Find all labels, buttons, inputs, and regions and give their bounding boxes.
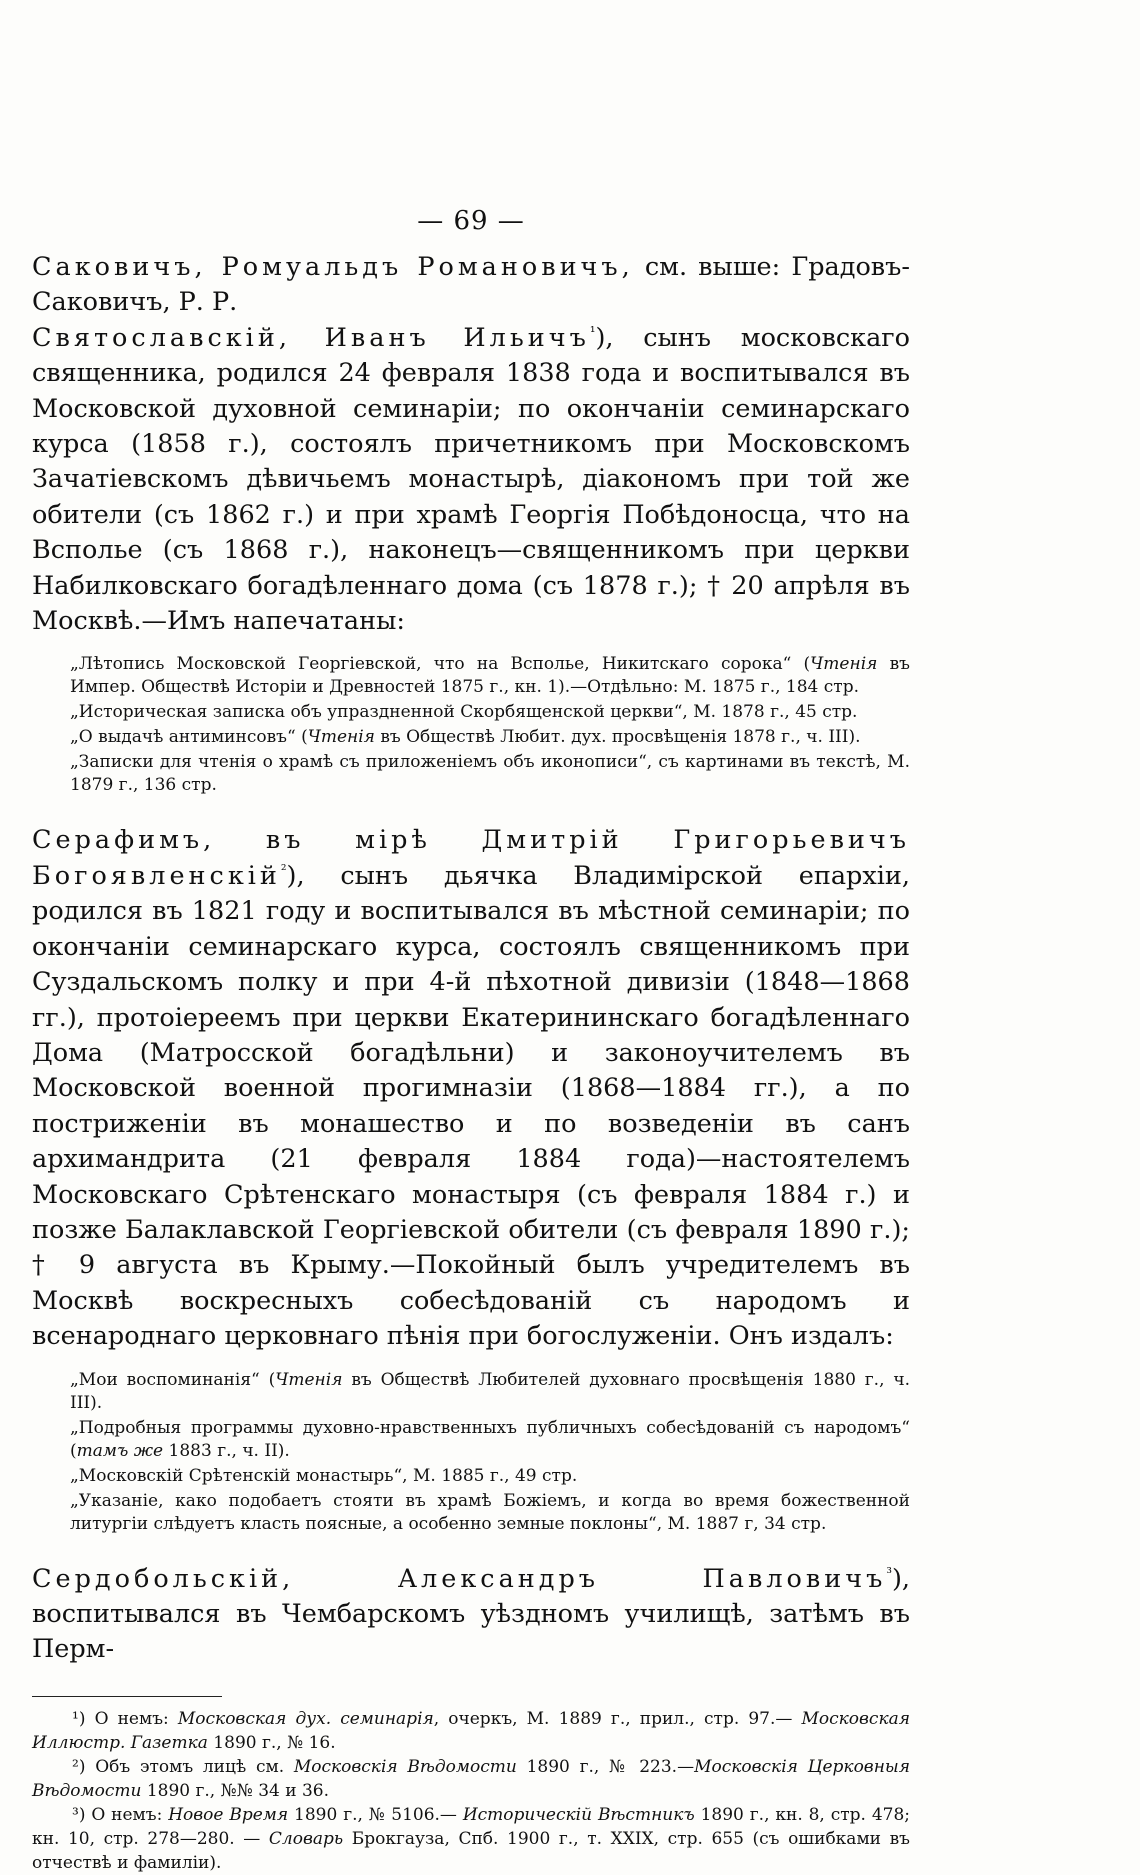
bibliography-list	[70, 1369, 910, 1536]
entry-serafim	[32, 823, 910, 1354]
footnote-1: ¹) О немъ: Московская дух. семинарія, очеркъ, М. 1889 г., прил., стр. 97.— Московская Иллюстр. Газетка 1890 г., № 16.	[32, 1708, 910, 1753]
footnote-ref: ³	[886, 1565, 892, 1582]
entry-text: ), сынъ дьячка Владимірской епархіи, родился въ 1821 году и воспитывался въ мѣстной семинаріи; по окончаніи семинарскаго курса, состоялъ священникомъ при Суздальскомъ полку и при 4-й пѣхотной дивизіи (1848—1868 гг.), протоіереемъ при церкви Екатерининскаго богадѣленнаго Дома (Матросской богадѣльни) и законоучителемъ въ Московской военной прогимназіи (1868—1884 гг.), а по постриженіи въ монашество и по возведеніи въ санъ архимандрита (21 февраля 1884 года)—настоятелемъ Московскаго Срѣтенскаго монастыря (съ февраля 1884 г.) и позже Балаклавской Георгіевской обители (съ февраля 1890 г.); † 9 августа въ Крыму.—Покойный былъ учредителемъ въ Москвѣ воскресныхъ собесѣдованій съ народомъ и всенароднаго церковнаго пѣнія при богослуженіи. Онъ издалъ:	[32, 860, 910, 1352]
footnote-ref: ¹	[589, 324, 596, 341]
bibliography-item: „Мои воспоминанія“ (Чтенія въ Обществѣ Любителей духовнаго просвѣщенія 1880 г., ч. III).	[70, 1369, 910, 1413]
footnotes	[32, 1707, 910, 1875]
footnote-2: ²) Объ этомъ лицѣ см. Московскія Вѣдомости 1890 г., № 223.—Московскія Церковныя Вѣдомости 1890 г., №№ 34 и 36.	[32, 1756, 910, 1801]
bibliography-item: „Лѣтопись Московской Георгіевской, что на Всполье, Никитскаго сорока“ (Чтенія въ Импер. Обществѣ Исторіи и Древностей 1875 г., кн. 1).—Отдѣльно: М. 1875 г., 184 стр.	[70, 654, 910, 698]
entry-headword: Саковичъ, Ромуальдъ Романовичъ,	[32, 252, 634, 282]
entry-headword: Серафимъ, въ мірѣ Дмитрій Григорьевичъ Богоявленскій	[32, 825, 910, 891]
page-number: — 69 —	[417, 206, 525, 236]
footnote-divider	[32, 1696, 222, 1697]
bibliography-item: „О выдачѣ антиминсовъ“ (Чтенія въ Обществѣ Любит. дух. просвѣщенія 1878 г., ч. III).	[70, 727, 861, 748]
bibliography-item: „Указаніе, како подобаетъ стояти въ храмѣ Божіемъ, и когда во время божественной литургіи слѣдуетъ класть поясные, а особенно земные поклоны“, М. 1887 г, 34 стр.	[70, 1490, 910, 1534]
entry-headword: Сердобольскій, Александръ Павловичъ	[32, 1563, 887, 1594]
bibliography-item: „Подробныя программы духовно-нравственныхъ публичныхъ собесѣдованій съ народомъ“ (тамъ же 1883 г., ч. II).	[70, 1417, 910, 1461]
bibliography-list	[70, 653, 910, 797]
entry-text: ), воспитывался въ Чембарскомъ уѣздномъ училищѣ, затѣмъ въ Перм-	[32, 1563, 910, 1665]
footnote-3: ³) О немъ: Новое Время 1890 г., № 5106.— Историческій Вѣстникъ 1890 г., кн. 8, стр. 478; кн. 10, стр. 278—280. — Словарь Брокгауза, Спб. 1900 г., т. XXIX, стр. 655 (съ ошибками въ отчествѣ и фамиліи).	[32, 1804, 910, 1873]
entry-svyatoslavsky	[32, 321, 910, 640]
bibliography-item: „Записки для чтенія о храмѣ съ приложеніемъ объ иконописи“, съ картинами въ текстѣ, М. 1879 г., 136 стр.	[70, 752, 910, 796]
entry-serdobolsky	[32, 1562, 910, 1668]
footnote-ref: ²	[280, 862, 287, 879]
entry-text: ), сынъ московскаго священника, родился 24 февраля 1838 года и воспитывался въ Московской духовной семинаріи; по окончаніи семинарскаго курса (1858 г.), состоялъ причетникомъ при Московскомъ Зачатіевскомъ дѣвичьемъ монастырѣ, діакономъ при той же обители (съ 1862 г.) и при храмѣ Георгія Побѣдоносца, что на Всполье (съ 1868 г.), наконецъ—священникомъ при церкви Набилковскаго богадѣленнаго дома (съ 1878 г.); † 20 апрѣля въ Москвѣ.—Имъ напечатаны:	[32, 322, 910, 637]
entry-text: см. выше: Градовъ-Саковичъ, Р. Р.	[32, 252, 910, 318]
bibliography-item: „Московскій Срѣтенскій монастырь“, М. 1885 г., 49 стр.	[70, 1465, 578, 1486]
bibliography-item: „Историческая записка объ упраздненной Скорбященской церкви“, М. 1878 г., 45 стр.	[70, 702, 858, 723]
entry-headword: Святославскій, Иванъ Ильичъ	[32, 322, 590, 353]
entry-sakovich	[32, 250, 910, 321]
